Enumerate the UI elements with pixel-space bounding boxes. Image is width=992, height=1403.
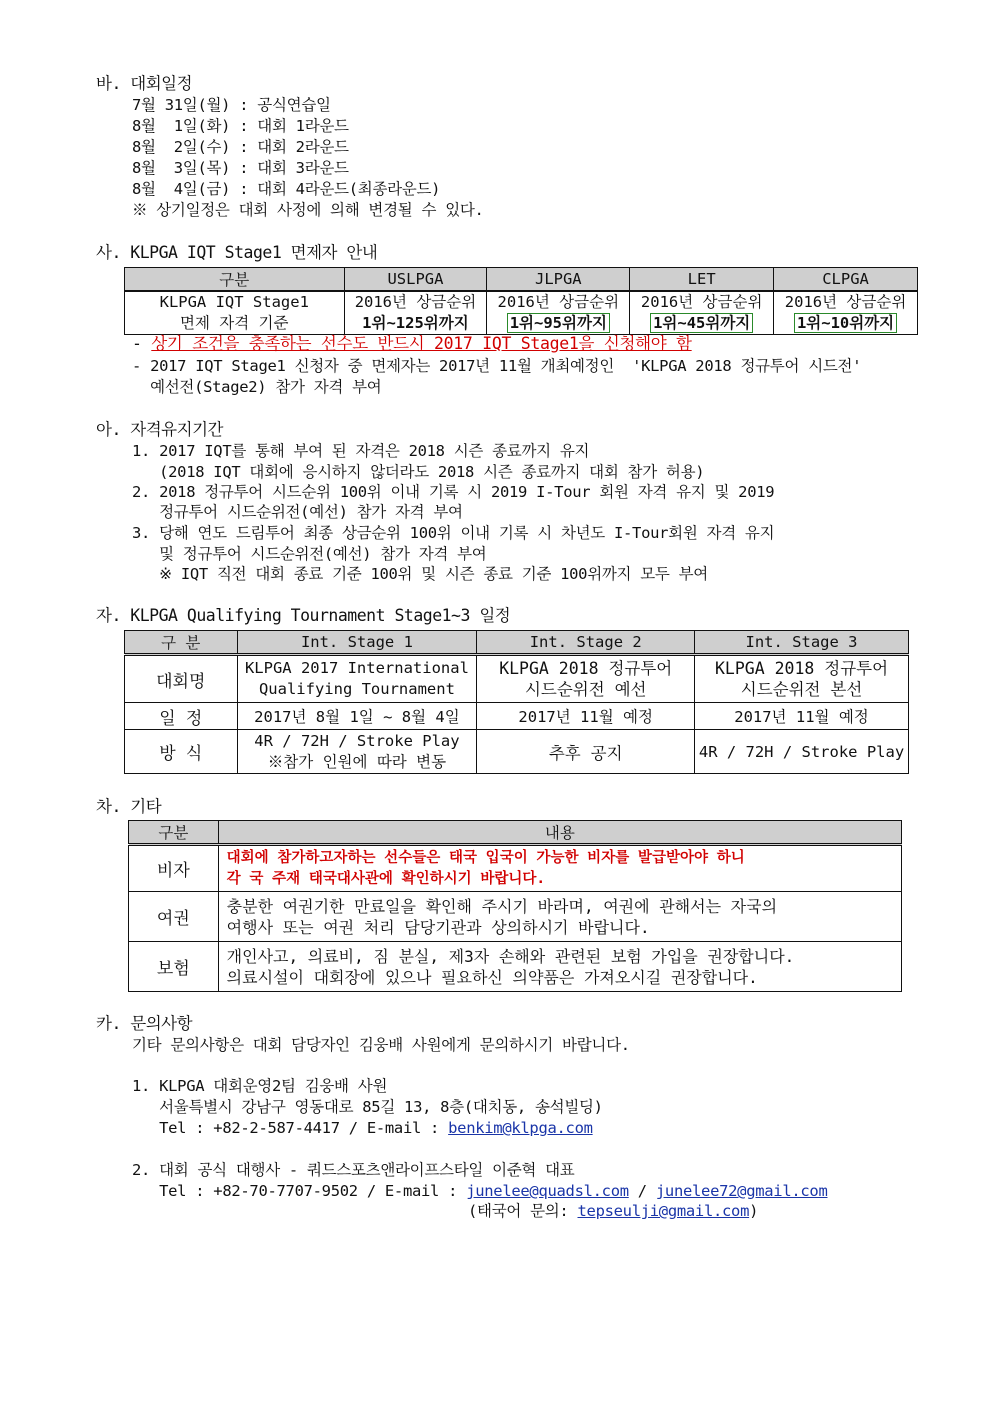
exemption-note-2: - 2017 IQT Stage1 신청자 중 면제자는 2017년 11월 개최예정인 'KLPGA 2018 정규투어 시드전' <box>132 357 862 375</box>
cell-top: 2016년 상금순위 <box>354 293 477 311</box>
qt-cell <box>237 730 477 774</box>
contact-2-tel-text: Tel : +82-70-7707-9502 / E-mail : <box>132 1182 467 1200</box>
contact-1-name: 1. KLPGA 대회운영2팀 김웅배 사원 <box>132 1077 388 1095</box>
section-a-title: 아. 자격유지기간 <box>96 420 223 439</box>
section-ka-title: 카. 문의사항 <box>96 1014 193 1033</box>
qt-cell-line: 시드순위전 본선 <box>740 680 863 699</box>
qt-row-label: 일 정 <box>125 703 238 730</box>
qt-row-label: 방 식 <box>125 730 238 774</box>
qualification-note: ※ IQT 직전 대회 종료 기준 100위 및 시즌 종료 기준 100위까지 모두 부여 <box>132 565 708 583</box>
schedule-line: 8월 2일(수) : 대회 2라운드 <box>132 138 349 156</box>
qualification-line: 3. 당해 연도 드림투어 최종 상금순위 100위 이내 기록 시 차년도 I-Tour회원 자격 유지 <box>132 524 775 542</box>
misc-line: 대회에 참가하고자하는 선수들은 태국 입국이 가능한 비자를 발급받아야 하니 <box>226 849 745 866</box>
qt-schedule-table <box>124 630 909 774</box>
qt-cell: 2017년 8월 1일 ~ 8월 4일 <box>237 703 477 730</box>
section-cha-title: 차. 기타 <box>96 797 162 816</box>
cell-bottom-highlight: 1위~10위까지 <box>794 313 897 333</box>
contact-2-email-link[interactable]: junelee@quadsl.com <box>466 1182 629 1200</box>
note-highlight: 상기 조건을 충족하는 선수도 반드시 2017 IQT Stage1을 신청해야 함 <box>151 334 692 353</box>
thai-email-link[interactable]: tepseulji@gmail.com <box>577 1202 750 1220</box>
misc-header: 내용 <box>218 821 901 845</box>
exemption-row-label <box>125 291 345 335</box>
misc-line: 충분한 여권기한 만료일을 확인해 주시기 바라며, 여권에 관해서는 자국의 <box>226 896 778 916</box>
exemption-cell <box>487 291 630 335</box>
note-dash: - <box>132 334 152 353</box>
exemption-header: LET <box>630 268 774 292</box>
misc-table <box>128 820 902 992</box>
misc-line: 여행사 또는 여권 처리 담당기관과 상의하시기 바랍니다. <box>226 917 650 937</box>
qt-cell-line: KLPGA 2018 정규투어 <box>499 659 673 678</box>
schedule-line: 8월 3일(목) : 대회 3라운드 <box>132 159 349 177</box>
schedule-line: 8월 1일(화) : 대회 1라운드 <box>132 117 349 135</box>
qt-cell-line: Qualifying Tournament <box>258 680 455 698</box>
qt-cell: 2017년 11월 예정 <box>477 703 695 730</box>
row-label-line: KLPGA IQT Stage1 <box>159 293 309 311</box>
inquiry-intro: 기타 문의사항은 대회 담당자인 김웅배 사원에게 문의하시기 바랍니다. <box>132 1036 630 1054</box>
qt-cell: 4R / 72H / Stroke Play <box>695 730 909 774</box>
exemption-cell <box>774 291 918 335</box>
qualification-line: 1. 2017 IQT를 통해 부여 된 자격은 2018 시즌 종료까지 유지 <box>132 442 590 460</box>
qt-cell-line: 시드순위전 예선 <box>524 680 647 699</box>
misc-row-content <box>218 942 901 992</box>
qt-cell <box>237 655 477 703</box>
contact-2-email-link-2[interactable]: junelee72@gmail.com <box>655 1182 828 1200</box>
cell-bottom: 1위~125위까지 <box>362 314 469 332</box>
cell-top: 2016년 상금순위 <box>640 293 763 311</box>
qt-cell <box>695 655 909 703</box>
contact-2-tel <box>132 1181 827 1201</box>
misc-row-label: 보험 <box>129 942 219 992</box>
section-ba-title: 바. 대회일정 <box>96 74 193 93</box>
exemption-cell <box>344 291 487 335</box>
schedule-note: ※ 상기일정은 대회 사정에 의해 변경될 수 있다. <box>132 201 484 219</box>
cell-top: 2016년 상금순위 <box>497 293 620 311</box>
cell-top: 2016년 상금순위 <box>784 293 907 311</box>
exemption-cell <box>630 291 774 335</box>
misc-row-content <box>218 845 901 892</box>
contact-2-thai <box>468 1201 758 1221</box>
cell-bottom-highlight: 1위~95위까지 <box>507 313 610 333</box>
qualification-line: 2. 2018 정규투어 시드순위 100위 이내 기록 시 2019 I-Tour 회원 자격 유지 및 2019 <box>132 483 775 501</box>
qt-header: Int. Stage 2 <box>477 631 695 655</box>
contact-1-email-link[interactable]: benkim@klpga.com <box>448 1119 593 1137</box>
misc-header: 구분 <box>129 821 219 845</box>
qualification-line: (2018 IQT 대회에 응시하지 않더라도 2018 시즌 종료까지 대회 참가 허용) <box>132 463 705 481</box>
section-sa-title: 사. KLPGA IQT Stage1 면제자 안내 <box>96 243 378 262</box>
qualification-line: 정규투어 시드순위전(예선) 참가 자격 부여 <box>132 503 463 521</box>
exemption-header: CLPGA <box>774 268 918 292</box>
exemption-header: JLPGA <box>487 268 630 292</box>
schedule-line: 7월 31일(월) : 공식연습일 <box>132 96 331 114</box>
thai-close-paren: ) <box>749 1202 759 1220</box>
schedule-line: 8월 4일(금) : 대회 4라운드(최종라운드) <box>132 180 441 198</box>
qt-cell-line: ※참가 인원에 따라 변동 <box>267 752 447 771</box>
qt-cell: 2017년 11월 예정 <box>695 703 909 730</box>
contact-1-tel-text: Tel : +82-2-587-4417 / E-mail : <box>132 1119 449 1137</box>
misc-row-content <box>218 892 901 942</box>
misc-row-label: 비자 <box>129 845 219 892</box>
exemption-table <box>124 267 918 335</box>
qt-cell-line: KLPGA 2017 International <box>244 659 469 677</box>
qt-header: 구 분 <box>125 631 238 655</box>
qualification-line: 및 정규투어 시드순위전(예선) 참가 자격 부여 <box>132 545 487 563</box>
contact-1-tel <box>132 1118 593 1138</box>
qt-header: Int. Stage 1 <box>237 631 477 655</box>
exemption-header: 구분 <box>125 268 345 292</box>
exemption-note-1 <box>132 334 692 354</box>
email-separator: / <box>628 1182 656 1200</box>
section-ja-title: 자. KLPGA Qualifying Tournament Stage1~3 일정 <box>96 606 511 625</box>
qt-cell-line: 4R / 72H / Stroke Play <box>254 731 460 750</box>
qt-cell: 추후 공지 <box>477 730 695 774</box>
qt-cell <box>477 655 695 703</box>
misc-line: 의료시설이 대회장에 있으나 필요하신 의약품은 가져오시길 권장합니다. <box>226 967 758 987</box>
exemption-note-3: 예선전(Stage2) 참가 자격 부여 <box>132 378 382 396</box>
thai-inquiry-label: (태국어 문의: <box>468 1202 578 1220</box>
misc-line: 개인사고, 의료비, 짐 분실, 제3자 손해와 관련된 보험 가입을 권장합니다. <box>226 946 795 966</box>
qt-header: Int. Stage 3 <box>695 631 909 655</box>
qt-row-label: 대회명 <box>125 655 238 703</box>
contact-1-address: 서울특별시 강남구 영동대로 85길 13, 8층(대치동, 송석빌딩) <box>132 1098 603 1116</box>
qt-cell-line: KLPGA 2018 정규투어 <box>715 659 889 678</box>
row-label-line: 면제 자격 기준 <box>180 314 289 332</box>
misc-row-label: 여권 <box>129 892 219 942</box>
misc-line: 각 국 주재 태국대사관에 확인하시기 바랍니다. <box>226 870 546 887</box>
cell-bottom-highlight: 1위~45위까지 <box>650 313 753 333</box>
contact-2-name: 2. 대회 공식 대행사 - 쿼드스포츠앤라이프스타일 이준혁 대표 <box>132 1161 575 1179</box>
exemption-header: USLPGA <box>344 268 487 292</box>
